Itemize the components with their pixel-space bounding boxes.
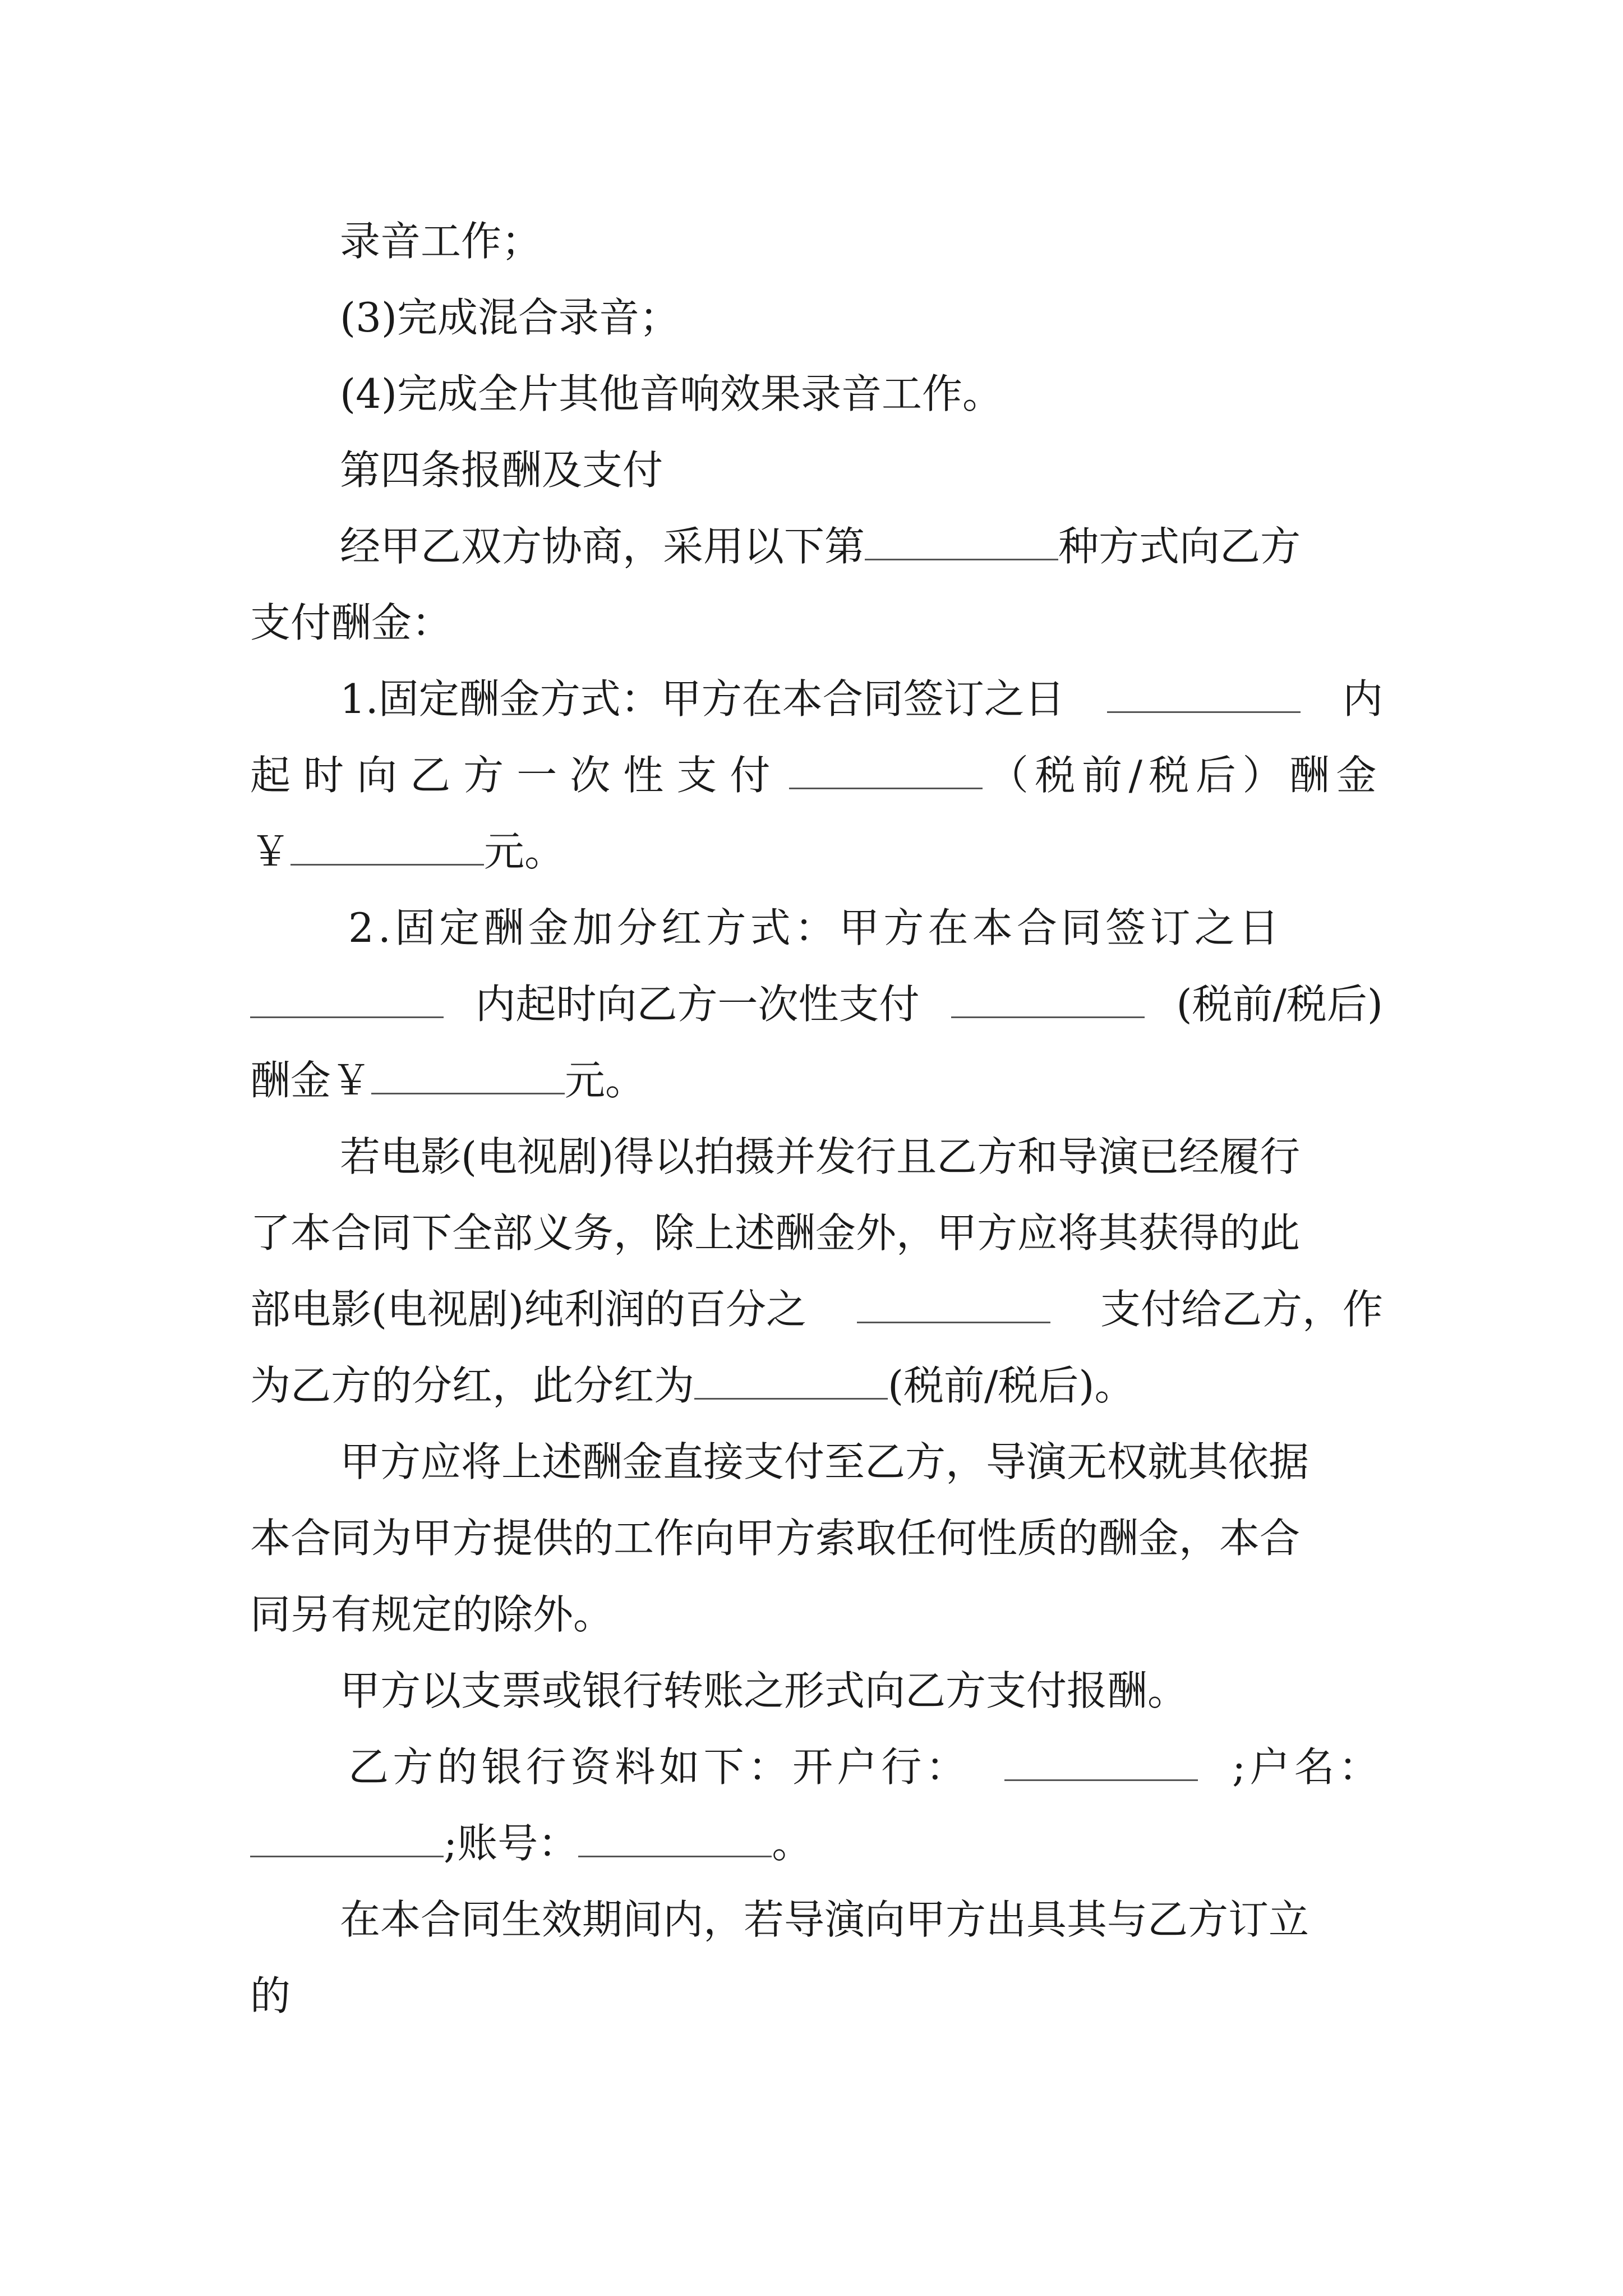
line-text: ;户名： <box>1232 1743 1383 1791</box>
text-line <box>250 1958 1383 2034</box>
text-line <box>250 1500 1383 1576</box>
line-text: （税前/税后）酬金 <box>988 752 1383 799</box>
text-line <box>250 1119 1383 1195</box>
list-item-3: (3)完成混合录音； <box>340 294 680 341</box>
text-line <box>250 1576 1383 1653</box>
fill-blank-percentage <box>857 1288 1050 1323</box>
line-text: 2.固定酬金加分红方式：甲方在本合同签订之日 <box>348 904 1284 951</box>
line-text: 支付给乙方，作 <box>1100 1286 1383 1333</box>
line-text: 在本合同生效期间内，若导演向甲方出具其与乙方订立 <box>340 1896 1310 1943</box>
text-line <box>250 661 1383 737</box>
line-text: 若电影(电视剧)得以拍摄并发行且乙方和导演已经履行 <box>340 1133 1301 1180</box>
text-line <box>250 737 1383 813</box>
line-text: 的 <box>250 1972 291 2019</box>
text-line <box>250 585 1383 661</box>
fill-blank-amount <box>789 754 983 789</box>
fill-blank-days <box>1107 678 1301 713</box>
line-text: ;账号： <box>444 1820 579 1867</box>
text-line <box>250 813 1383 890</box>
line-text: 种方式向乙方 <box>1058 523 1301 570</box>
text-line <box>250 1195 1383 1271</box>
line-text: 内起时向乙方一次性支付 <box>475 981 920 1028</box>
fill-blank-account-number <box>578 1822 772 1857</box>
line-text: 经甲乙双方协商，采用以下第 <box>340 523 865 570</box>
line-text: 了本合同下全部义务，除上述酬金外，甲方应将其获得的此 <box>250 1209 1301 1257</box>
line-text: 元。 <box>565 1057 646 1104</box>
text-line <box>250 1729 1383 1805</box>
line-text: 甲方应将上述酬金直接支付至乙方，导演无权就其依据 <box>340 1438 1310 1485</box>
currency-symbol: ￥ <box>250 828 291 875</box>
line-text: 起时向乙方一次性支付 <box>250 752 783 799</box>
line-text: 为乙方的分红，此分红为 <box>250 1362 695 1409</box>
text-line <box>250 966 1383 1042</box>
section-heading-article-4 <box>250 432 1383 508</box>
text-line <box>250 508 1383 585</box>
text-line <box>250 1881 1383 1958</box>
line-text: 。 <box>772 1820 813 1867</box>
line-text: 内 <box>1342 675 1383 723</box>
fill-blank-amount <box>951 983 1145 1018</box>
line-text: 同另有规定的除外。 <box>250 1591 614 1638</box>
line-text: 支付酬金： <box>250 599 453 646</box>
text-line <box>250 356 1383 432</box>
heading-text: 第四条报酬及支付 <box>340 447 663 494</box>
line-text: (税前/税后) <box>1176 981 1383 1028</box>
fill-blank-account-name <box>250 1822 444 1857</box>
text-line <box>250 203 1383 279</box>
line-text: 本合同为甲方提供的工作向甲方索取任何性质的酬金，本合 <box>250 1515 1301 1562</box>
line-text: 录音工作； <box>340 218 542 265</box>
line-text: (税前/税后)。 <box>888 1362 1135 1409</box>
text-line <box>250 1271 1383 1347</box>
fill-blank-yuan <box>291 830 484 866</box>
text-line <box>250 1042 1383 1119</box>
line-text: 乙方的银行资料如下：开户行： <box>348 1743 970 1791</box>
text-line <box>250 890 1383 966</box>
list-item-4: (4)完成全片其他音响效果录音工作。 <box>340 370 1003 417</box>
fill-blank-payment-method <box>865 525 1058 560</box>
text-line <box>250 279 1383 356</box>
text-line <box>250 1424 1383 1500</box>
fill-blank-bank <box>1004 1746 1198 1781</box>
contract-body <box>250 203 1383 2034</box>
text-line <box>250 1805 1383 1881</box>
fill-blank-days <box>250 983 444 1018</box>
fill-blank-dividend <box>694 1364 888 1400</box>
line-text: 部电影(电视剧)纯利润的百分之 <box>250 1286 807 1333</box>
line-text: 元。 <box>484 828 565 875</box>
line-text: 1.固定酬金方式：甲方在本合同签订之日 <box>340 675 1065 723</box>
line-text: 酬金￥ <box>250 1057 372 1104</box>
text-line <box>250 1347 1383 1424</box>
fill-blank-yuan <box>371 1059 565 1094</box>
text-line <box>250 1653 1383 1729</box>
line-text: 甲方以支票或银行转账之形式向乙方支付报酬。 <box>340 1667 1188 1714</box>
